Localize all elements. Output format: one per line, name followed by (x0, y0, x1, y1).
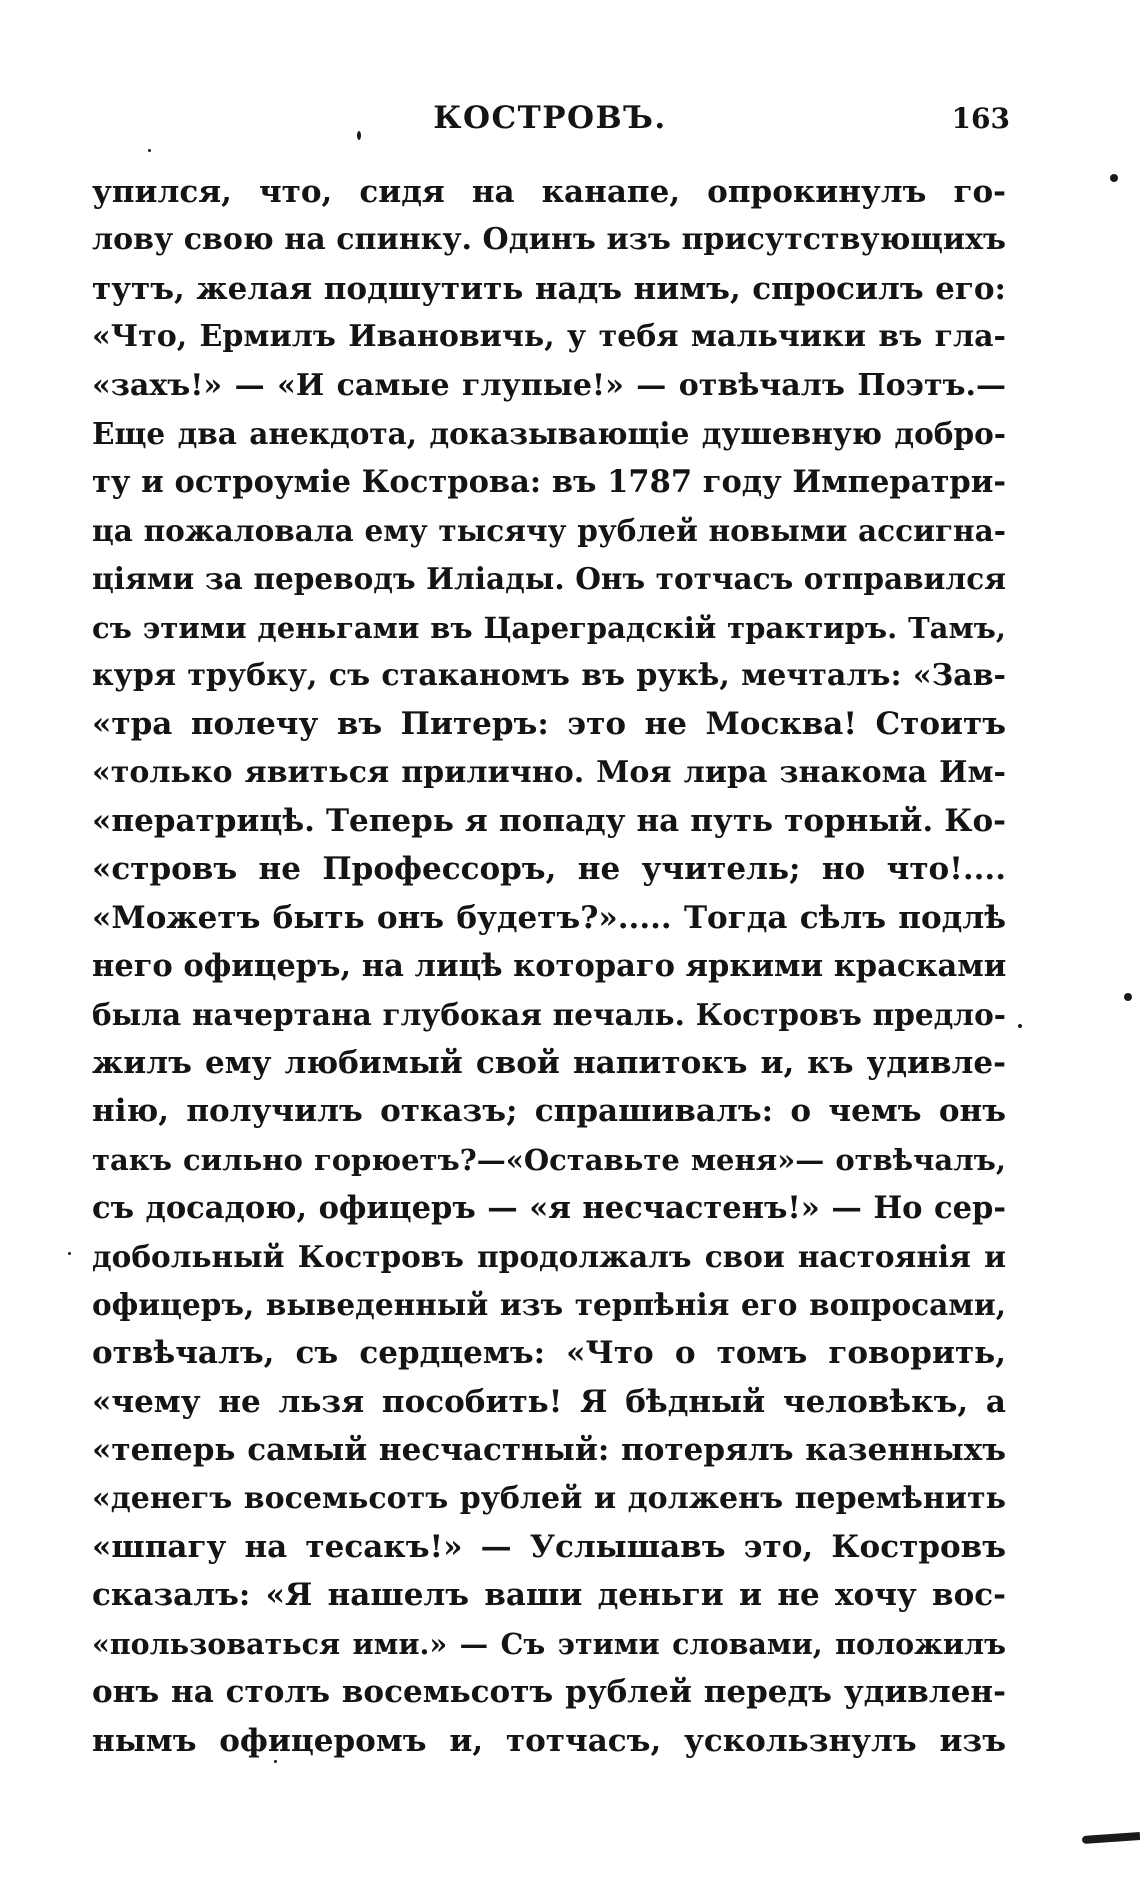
scan-speck (148, 149, 151, 152)
text-line: съ досадою, офицеръ — «я несчастенъ!» — Но сер- (92, 1190, 1006, 1227)
text-line: нію, получилъ отказъ; спрашивалъ: о чемъ онъ (92, 1093, 1006, 1130)
scan-speck (1018, 1024, 1022, 1028)
text-line: «теперь самый несчастный: потерялъ казенныхъ (92, 1432, 1006, 1469)
text-line: была начертана глубокая печаль. Костровъ предло- (92, 996, 1006, 1032)
text-line: такъ сильно горюетъ?—«Оставьте меня»— отвѣчалъ, (92, 1142, 1006, 1177)
text-line: ту и остроуміе Кострова: въ 1787 году Императри- (92, 464, 1006, 501)
page-edge-mark (1082, 1832, 1140, 1844)
text-line: «тра полечу въ Питеръ: это не Москва! Стоитъ (92, 706, 1006, 743)
text-line: жилъ ему любимый свой напитокъ и, къ удивле- (92, 1045, 1006, 1082)
text-line: ціями за переводъ Иліады. Онъ тотчасъ отправился (92, 561, 1006, 597)
text-line: «Что, Ермилъ Ивановичь, у тебя мальчики въ гла- (92, 319, 1006, 355)
scan-speck (1124, 993, 1132, 1001)
text-line: нымъ офицеромъ и, тотчасъ, ускользнулъ изъ (92, 1722, 1006, 1759)
text-line: съ этими деньгами въ Цареградскій трактиръ. Тамъ, (92, 610, 1006, 645)
text-line: Еще два анекдота, доказывающіе душевную добро- (92, 415, 1006, 451)
text-line: офицеръ, выведенный изъ терпѣнія его вопросами, (92, 1286, 1006, 1322)
page-header (90, 100, 1010, 150)
text-line: добольный Костровъ продолжалъ свои настоянія и (92, 1238, 1006, 1274)
scan-speck (1110, 174, 1118, 182)
text-line: ца пожаловала ему тысячу рублей новыми ассигна- (92, 512, 1006, 548)
text-line: «чему не льзя пособить! Я бѣдный человѣкъ, а (92, 1383, 1006, 1420)
text-line: «шпагу на тесакъ!» — Услышавъ это, Костровъ (92, 1528, 1006, 1565)
body-text (92, 168, 1006, 1765)
text-line: «стровъ не Профессоръ, не учитель; но что!.... (92, 851, 1006, 888)
scan-speck (274, 1760, 277, 1763)
text-line: сказалъ: «Я нашелъ ваши деньги и не хочу вос- (92, 1577, 1006, 1614)
text-line: него офицеръ, на лицѣ котораго яркими красками (92, 948, 1007, 985)
scan-speck (357, 131, 361, 140)
text-line: лову свою на спинку. Одинъ изъ присутствующихъ (92, 222, 1006, 258)
text-line: отвѣчалъ, съ сердцемъ: «Что о томъ говорить, (92, 1335, 1006, 1372)
text-line: «захъ!» — «И самые глупые!» — отвѣчалъ Поэтъ.— (92, 367, 1006, 403)
text-line: куря трубку, съ стаканомъ въ рукѣ, мечталъ: «Зав- (92, 657, 1006, 693)
text-line: «пользоваться ими.» — Съ этими словами, положилъ (92, 1626, 1006, 1661)
text-line: «денегъ восемьсотъ рублей и долженъ перемѣнить (92, 1480, 1006, 1516)
text-line: «только явиться прилично. Моя лира знакома Им- (92, 754, 1006, 790)
text-line: «ператрицѣ. Теперь я попаду на путь торный. Ко- (92, 803, 1006, 840)
page-number: 163 (951, 102, 1010, 135)
running-title: КОСТРОВЪ. (433, 100, 667, 136)
text-line: упился, что, сидя на канапе, опрокинулъ го- (92, 174, 1006, 210)
text-line: тутъ, желая подшутить надъ нимъ, спросилъ его: (92, 270, 1006, 307)
text-line: онъ на столъ восемьсотъ рублей передъ удивлен- (92, 1674, 1006, 1711)
scan-speck (68, 1252, 71, 1255)
text-line: «Можетъ быть онъ будетъ?»..... Тогда сѣлъ подлѣ (92, 899, 1006, 936)
